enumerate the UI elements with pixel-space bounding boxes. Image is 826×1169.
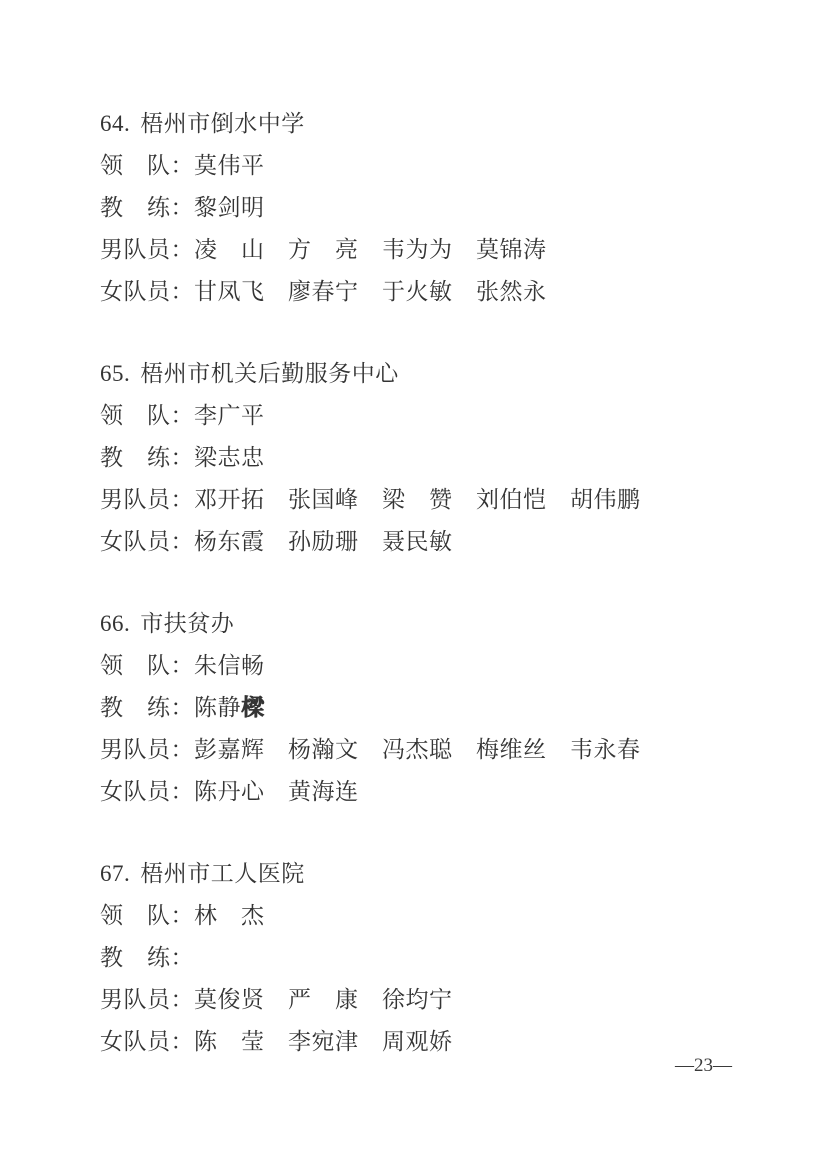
leader-label: 领 队： bbox=[100, 153, 194, 178]
leader-name: 李广平 bbox=[194, 403, 265, 428]
male-players-label: 男队员： bbox=[100, 237, 194, 262]
female-players-names: 甘凤飞 廖春宁 于火敏 张然永 bbox=[194, 279, 547, 304]
male-players-line bbox=[100, 479, 786, 521]
male-players-label: 男队员： bbox=[100, 987, 194, 1012]
team-number: 67. bbox=[100, 861, 131, 886]
team-name: 市扶贫办 bbox=[140, 611, 235, 636]
team-number: 64. bbox=[100, 111, 131, 136]
coach-name: 黎剑明 bbox=[194, 195, 265, 220]
team-block bbox=[100, 353, 786, 563]
coach-line bbox=[100, 687, 786, 729]
leader-label: 领 队： bbox=[100, 653, 194, 678]
female-players-names: 杨东霞 孙励珊 聂民敏 bbox=[194, 529, 453, 554]
coach-line bbox=[100, 187, 786, 229]
leader-line bbox=[100, 645, 786, 687]
coach-name: 陈静 bbox=[194, 695, 241, 720]
leader-label: 领 队： bbox=[100, 403, 194, 428]
coach-label: 教 练： bbox=[100, 945, 194, 970]
male-players-label: 男队员： bbox=[100, 737, 194, 762]
team-block bbox=[100, 853, 786, 1063]
team-title-line bbox=[100, 103, 786, 145]
leader-line bbox=[100, 395, 786, 437]
team-title-line bbox=[100, 853, 786, 895]
leader-name: 朱信畅 bbox=[194, 653, 265, 678]
male-players-names: 邓开拓 张国峰 梁 赞 刘伯恺 胡伟鹏 bbox=[194, 487, 641, 512]
team-title-line bbox=[100, 353, 786, 395]
male-players-names: 莫俊贤 严 康 徐均宁 bbox=[194, 987, 453, 1012]
leader-line bbox=[100, 145, 786, 187]
coach-name: 梁志忠 bbox=[194, 445, 265, 470]
coach-name-bold-suffix: 樑 bbox=[241, 695, 265, 720]
team-number: 66. bbox=[100, 611, 131, 636]
leader-line bbox=[100, 895, 786, 937]
team-block bbox=[100, 103, 786, 313]
male-players-label: 男队员： bbox=[100, 487, 194, 512]
female-players-names: 陈丹心 黄海连 bbox=[194, 779, 359, 804]
team-block bbox=[100, 603, 786, 813]
team-name: 梧州市工人医院 bbox=[140, 861, 305, 886]
leader-label: 领 队： bbox=[100, 903, 194, 928]
leader-name: 莫伟平 bbox=[194, 153, 265, 178]
male-players-line bbox=[100, 229, 786, 271]
female-players-line bbox=[100, 771, 786, 813]
male-players-names: 凌 山 方 亮 韦为为 莫锦涛 bbox=[194, 237, 547, 262]
coach-label: 教 练： bbox=[100, 695, 194, 720]
leader-name: 林 杰 bbox=[194, 903, 265, 928]
coach-label: 教 练： bbox=[100, 445, 194, 470]
male-players-line bbox=[100, 979, 786, 1021]
teams-list bbox=[100, 103, 786, 1103]
team-name: 梧州市机关后勤服务中心 bbox=[140, 361, 399, 386]
coach-line bbox=[100, 937, 786, 979]
female-players-label: 女队员： bbox=[100, 529, 194, 554]
female-players-names: 陈 莹 李宛津 周观娇 bbox=[194, 1029, 453, 1054]
coach-line bbox=[100, 437, 786, 479]
female-players-label: 女队员： bbox=[100, 779, 194, 804]
female-players-label: 女队员： bbox=[100, 279, 194, 304]
female-players-label: 女队员： bbox=[100, 1029, 194, 1054]
page-number: —23— bbox=[675, 1055, 732, 1076]
female-players-line bbox=[100, 521, 786, 563]
team-title-line bbox=[100, 603, 786, 645]
coach-label: 教 练： bbox=[100, 195, 194, 220]
male-players-names: 彭嘉辉 杨瀚文 冯杰聪 梅维丝 韦永春 bbox=[194, 737, 641, 762]
female-players-line bbox=[100, 271, 786, 313]
team-name: 梧州市倒水中学 bbox=[140, 111, 305, 136]
male-players-line bbox=[100, 729, 786, 771]
team-number: 65. bbox=[100, 361, 131, 386]
